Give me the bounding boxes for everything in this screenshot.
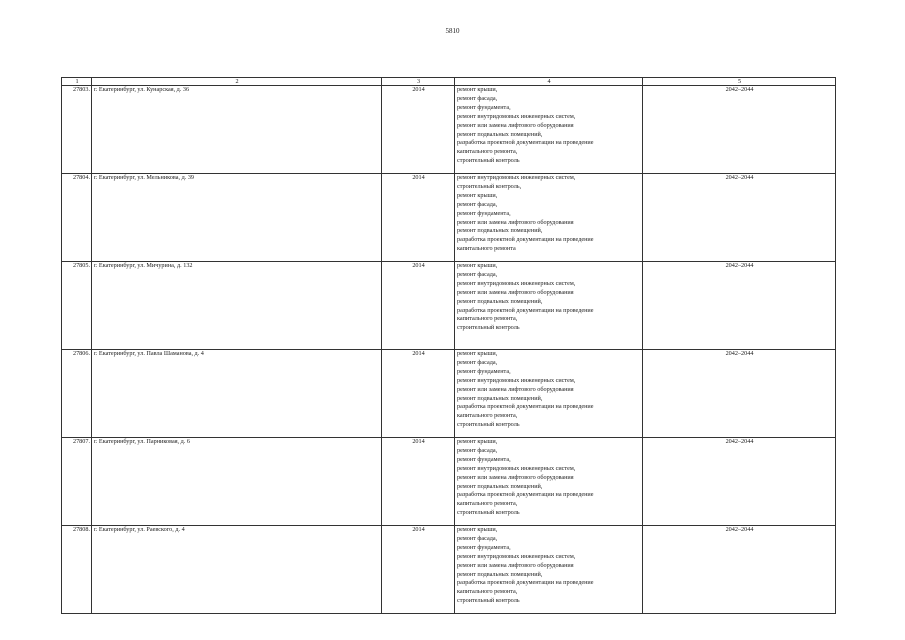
- work-item: ремонт подвальных помещений,: [457, 130, 543, 138]
- row-works: [455, 262, 643, 350]
- row-number: 27806.: [62, 350, 92, 438]
- work-item: разработка проектной документации на проведение: [457, 491, 594, 499]
- row-works: [455, 86, 643, 174]
- row-address: г. Екатеринбург, ул. Мельникова, д. 39: [92, 174, 382, 262]
- work-item: разработка проектной документации на проведение: [457, 579, 594, 587]
- work-item: ремонт крыши,: [457, 438, 498, 445]
- repair-schedule-table: [61, 77, 836, 614]
- work-item: ремонт или замена лифтового оборудования: [457, 561, 574, 569]
- row-works: [455, 174, 643, 262]
- row-year: 2014: [382, 438, 455, 526]
- row-number: 27808.: [62, 526, 92, 614]
- work-item: ремонт крыши,: [457, 86, 498, 93]
- row-year: 2014: [382, 262, 455, 350]
- row-number: 27807.: [62, 438, 92, 526]
- row-address: г. Екатеринбург, ул. Парниковая, д. 6: [92, 438, 382, 526]
- work-item: ремонт крыши,: [457, 526, 498, 533]
- work-item: ремонт фасада,: [457, 94, 498, 102]
- work-item: ремонт фасада,: [457, 200, 498, 208]
- work-item: ремонт подвальных помещений,: [457, 297, 543, 305]
- row-period: 2042–2044: [643, 86, 836, 174]
- work-item: ремонт фундамента,: [457, 367, 511, 375]
- work-item: строительный контроль,: [457, 182, 522, 190]
- table-row: [62, 438, 836, 526]
- row-year: 2014: [382, 526, 455, 614]
- row-year: 2014: [382, 174, 455, 262]
- work-item: ремонт фундамента,: [457, 455, 511, 463]
- row-period: 2042–2044: [643, 174, 836, 262]
- work-item: ремонт крыши,: [457, 262, 498, 269]
- row-address: г. Екатеринбург, ул. Павла Шаманова, д. 4: [92, 350, 382, 438]
- row-address: г. Екатеринбург, ул. Мичурина, д. 132: [92, 262, 382, 350]
- row-works: [455, 350, 643, 438]
- row-works: [455, 526, 643, 614]
- table-header: [62, 78, 836, 86]
- work-item: капитального ремонта: [457, 245, 516, 253]
- table-row: [62, 262, 836, 350]
- work-item: ремонт фасада,: [457, 446, 498, 454]
- work-item: ремонт или замена лифтового оборудования: [457, 385, 574, 393]
- work-item: ремонт фундамента,: [457, 103, 511, 111]
- work-item: ремонт внутридомовых инженерных систем,: [457, 112, 576, 120]
- work-item: строительный контроль: [457, 324, 520, 332]
- work-item: ремонт фундамента,: [457, 209, 511, 217]
- header-col-3: 3: [382, 78, 455, 86]
- header-col-2: 2: [92, 78, 382, 86]
- row-year: 2014: [382, 86, 455, 174]
- work-item: капитального ремонта,: [457, 588, 518, 596]
- work-item: ремонт или замена лифтового оборудования: [457, 218, 574, 226]
- work-item: ремонт внутридомовых инженерных систем,: [457, 464, 576, 472]
- work-item: строительный контроль: [457, 509, 520, 517]
- row-number: 27804.: [62, 174, 92, 262]
- header-col-5: 5: [643, 78, 836, 86]
- header-row: [62, 78, 836, 86]
- work-item: ремонт подвальных помещений,: [457, 482, 543, 490]
- work-item: ремонт крыши,: [457, 350, 498, 357]
- work-item: ремонт подвальных помещений,: [457, 570, 543, 578]
- work-item: строительный контроль: [457, 157, 520, 165]
- work-item: ремонт внутридомовых инженерных систем,: [457, 376, 576, 384]
- row-works: [455, 438, 643, 526]
- work-item: ремонт фасада,: [457, 358, 498, 366]
- row-number: 27805.: [62, 262, 92, 350]
- header-col-4: 4: [455, 78, 643, 86]
- row-address: г. Екатеринбург, ул. Кунарская, д. 36: [92, 86, 382, 174]
- row-period: 2042–2044: [643, 262, 836, 350]
- work-item: разработка проектной документации на проведение: [457, 403, 594, 411]
- row-number: 27803.: [62, 86, 92, 174]
- work-item: капитального ремонта,: [457, 148, 518, 156]
- work-item: ремонт внутридомовых инженерных систем,: [457, 552, 576, 560]
- work-item: ремонт фасада,: [457, 534, 498, 542]
- table-row: [62, 526, 836, 614]
- page-number: 5810: [445, 27, 460, 35]
- work-item: строительный контроль: [457, 421, 520, 429]
- row-year: 2014: [382, 350, 455, 438]
- work-item: разработка проектной документации на проведение: [457, 236, 594, 244]
- work-item: ремонт фундамента,: [457, 543, 511, 551]
- work-item: ремонт подвальных помещений,: [457, 227, 543, 235]
- row-period: 2042–2044: [643, 350, 836, 438]
- work-item: капитального ремонта,: [457, 500, 518, 508]
- work-item: ремонт или замена лифтового оборудования: [457, 473, 574, 481]
- row-address: г. Екатеринбург, ул. Раевского, д. 4: [92, 526, 382, 614]
- work-item: капитального ремонта,: [457, 412, 518, 420]
- table-row: [62, 174, 836, 262]
- work-item: ремонт внутридомовых инженерных систем,: [457, 279, 576, 287]
- work-item: капитального ремонта,: [457, 315, 518, 323]
- table-body: [62, 86, 836, 614]
- row-period: 2042–2044: [643, 438, 836, 526]
- work-item: строительный контроль: [457, 597, 520, 605]
- work-item: ремонт внутридомовых инженерных систем,: [457, 174, 576, 181]
- work-item: ремонт подвальных помещений,: [457, 394, 543, 402]
- work-item: ремонт или замена лифтового оборудования: [457, 121, 574, 129]
- work-item: ремонт крыши,: [457, 191, 498, 199]
- work-item: ремонт фасада,: [457, 270, 498, 278]
- work-item: разработка проектной документации на проведение: [457, 306, 594, 314]
- header-col-1: 1: [62, 78, 92, 86]
- row-period: 2042–2044: [643, 526, 836, 614]
- work-item: разработка проектной документации на проведение: [457, 139, 594, 147]
- table-row: [62, 86, 836, 174]
- table-row: [62, 350, 836, 438]
- work-item: ремонт или замена лифтового оборудования: [457, 288, 574, 296]
